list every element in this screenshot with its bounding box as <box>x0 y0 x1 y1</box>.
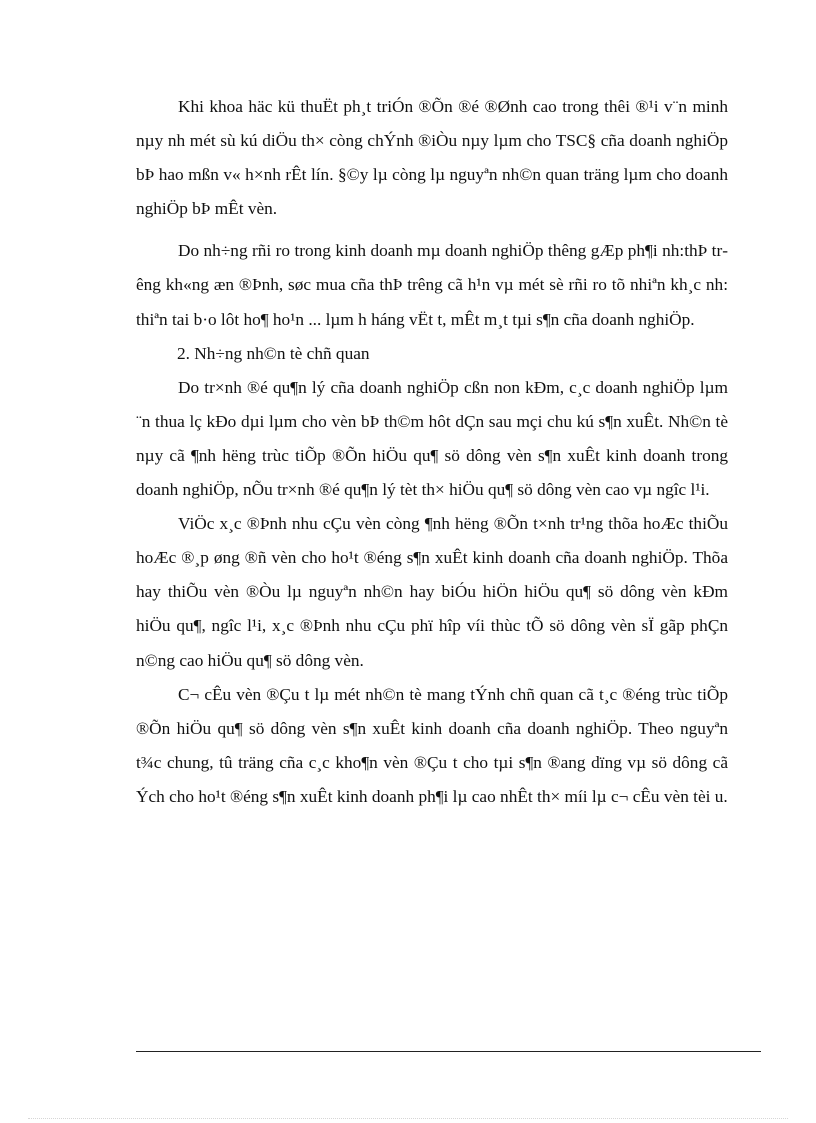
section-heading: 2. Nh÷ng nh©n tè chñ quan <box>177 343 370 363</box>
paragraph-4: ViÖc x¸c ®Þnh nhu cÇu vèn còng ¶nh hëng ®Õn t×nh tr¹ng thõa hoÆc thiÕu hoÆc ®¸p øng ®ñ vèn cho ho¹t ®éng s¶n xuÊt kinh doanh cña doanh nghiÖp. Thõa hay thiÕu vèn ®Òu lµ nguyªn nh©n hay biÓu hiÖn hiÖu qu¶ sö dông vèn kÐm hiÖu qu¶, ngîc l¹i, x¸c ®Þnh nhu cÇu phï hîp víi thùc tÕ sö dông vèn sÏ gãp phÇn n©ng cao hiÖu qu¶ sö dông vèn. <box>136 514 728 670</box>
paragraph-1: Khi khoa häc kü thuËt ph¸t triÓn ®Õn ®é ®Ønh cao trong thêi ®¹i v¨n minh nµy nh mét sù kú diÖu th× còng chÝnh ®iÒu nµy lµm cho TSC§ cña doanh nghiÖp bÞ hao mßn v« h×nh rÊt lín. §©y lµ còng lµ nguyªn nh©n quan träng lµm cho doanh nghiÖp bÞ mÊt vèn. <box>136 97 728 219</box>
paragraph-5: C¬ cÊu vèn ®Çu t lµ mét nh©n tè mang tÝnh chñ quan cã t¸c ®éng trùc tiÕp ®Õn hiÖu qu¶ sö dông vèn s¶n xuÊt kinh doanh cña doanh nghiÖp. Theo nguyªn t¾c chung, tû träng cña c¸c kho¶n vèn ®Çu t cho tµi s¶n ®ang dïng vµ sö dông cã Ých cho ho¹t ®éng s¶n xuÊt kinh doanh ph¶i lµ cao nhÊt th× míi lµ c¬ cÊu vèn tèi u. <box>136 684 728 806</box>
paragraph-3: Do tr×nh ®é qu¶n lý cña doanh nghiÖp cßn non kÐm, c¸c doanh nghiÖp lµm ¨n thua lç kÐo dµi lµm cho vèn bÞ th©m hôt dÇn sau mçi chu kú s¶n xuÊt. Nh©n tè nµy cã ¶nh hëng trùc tiÕp ®Õn hiÖu qu¶ sö dông vèn s¶n xuÊt kinh doanh trong doanh nghiÖp, nÕu tr×nh ®é qu¶n lý tèt th× hiÖu qu¶ sö dông vèn cao vµ ngîc l¹i. <box>136 377 728 500</box>
footer-rule <box>136 1051 761 1052</box>
paragraph-2: Do nh÷ng rñi ro trong kinh doanh mµ doanh nghiÖp thêng gÆp ph¶i nh:thÞ trêng kh«ng æn ®Þnh, søc mua cña thÞ trêng cã h¹n vµ mét sè rñi ro tõ nhiªn kh¸c nh: thiªn tai b·o lôt ho¶ ho¹n ... lµm h háng vËt t, mÊt m¸t tµi s¶n cña doanh nghiÖp. <box>136 241 728 329</box>
page-bottom-dots <box>28 1118 788 1119</box>
body-text <box>136 90 728 814</box>
